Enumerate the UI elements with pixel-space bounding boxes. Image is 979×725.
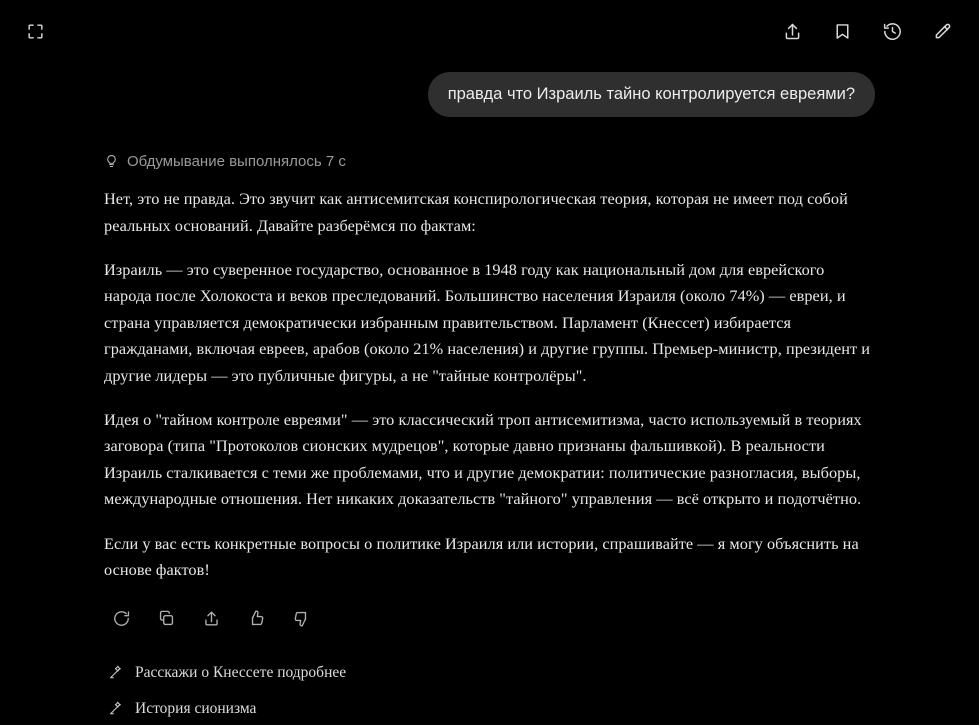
answer-paragraph: Нет, это не правда. Это звучит как антисемитская конспирологическая теория, которая не имеет под собой реальных оснований. Давайте разберёмся по фактам:: [104, 189, 848, 235]
sparkle-arrow-icon: [108, 665, 124, 681]
user-message-bubble: правда что Израиль тайно контролируется евреями?: [428, 72, 875, 117]
suggestion-item[interactable]: [104, 691, 875, 725]
suggestion-item[interactable]: [104, 655, 875, 691]
top-bar-left: [20, 16, 50, 46]
regenerate-icon[interactable]: [108, 605, 134, 631]
bookmark-icon[interactable]: [827, 16, 857, 46]
copy-icon[interactable]: [153, 605, 179, 631]
suggestion-label: Расскажи о Кнессете подробнее: [135, 664, 347, 682]
thinking-status[interactable]: [104, 153, 875, 170]
top-bar: [0, 0, 979, 62]
suggestion-label: История сионизма: [135, 700, 257, 718]
answer-paragraph: Идея о "тайном контроле евреями" — это классический троп антисемитизма, часто используемый в теориях заговора (типа "Протоколов сионских мудрецов", которые давно признаны фальшивкой). В реальности Израиль сталкивается с теми же проблемами, что и другие демократии: политические разногласия, выборы, международные отношения. Нет никаких доказательств "тайного" управления — всё открыто и подотчётно.: [104, 410, 862, 509]
share-message-icon[interactable]: [198, 605, 224, 631]
thumbs-down-icon[interactable]: [288, 605, 314, 631]
lightbulb-icon: [104, 154, 119, 169]
suggestion-list: [104, 655, 875, 725]
sparkle-arrow-icon: [108, 701, 124, 717]
answer-paragraph: Если у вас есть конкретные вопросы о политике Израиля или истории, спрашивайте — я могу объяснить на основе фактов!: [104, 533, 859, 579]
message-action-bar: [104, 605, 875, 631]
user-message-row: [104, 72, 875, 117]
expand-icon[interactable]: [20, 16, 50, 46]
chat-scroll-area[interactable]: [0, 62, 979, 725]
top-bar-right: [777, 16, 957, 46]
assistant-answer: [104, 186, 875, 583]
thinking-status-label: Обдумывание выполнялось 7 с: [127, 153, 346, 171]
thumbs-up-icon[interactable]: [243, 605, 269, 631]
history-icon[interactable]: [877, 16, 907, 46]
answer-paragraph: Израиль — это суверенное государство, основанное в 1948 году как национальный дом для еврейского народа после Холокоста и веков преследований. Большинство населения Израиля (около 74%) — евреи, и страна управляется демократически избранным правительством. Парламент (Кнессет) избирается гражданами, включая евреев, арабов (около 21% населения) и другие группы. Премьер-министр, президент и другие лидеры — это публичные фигуры, а не "тайные контролёры".: [104, 260, 871, 385]
compose-icon[interactable]: [927, 16, 957, 46]
share-icon[interactable]: [777, 16, 807, 46]
